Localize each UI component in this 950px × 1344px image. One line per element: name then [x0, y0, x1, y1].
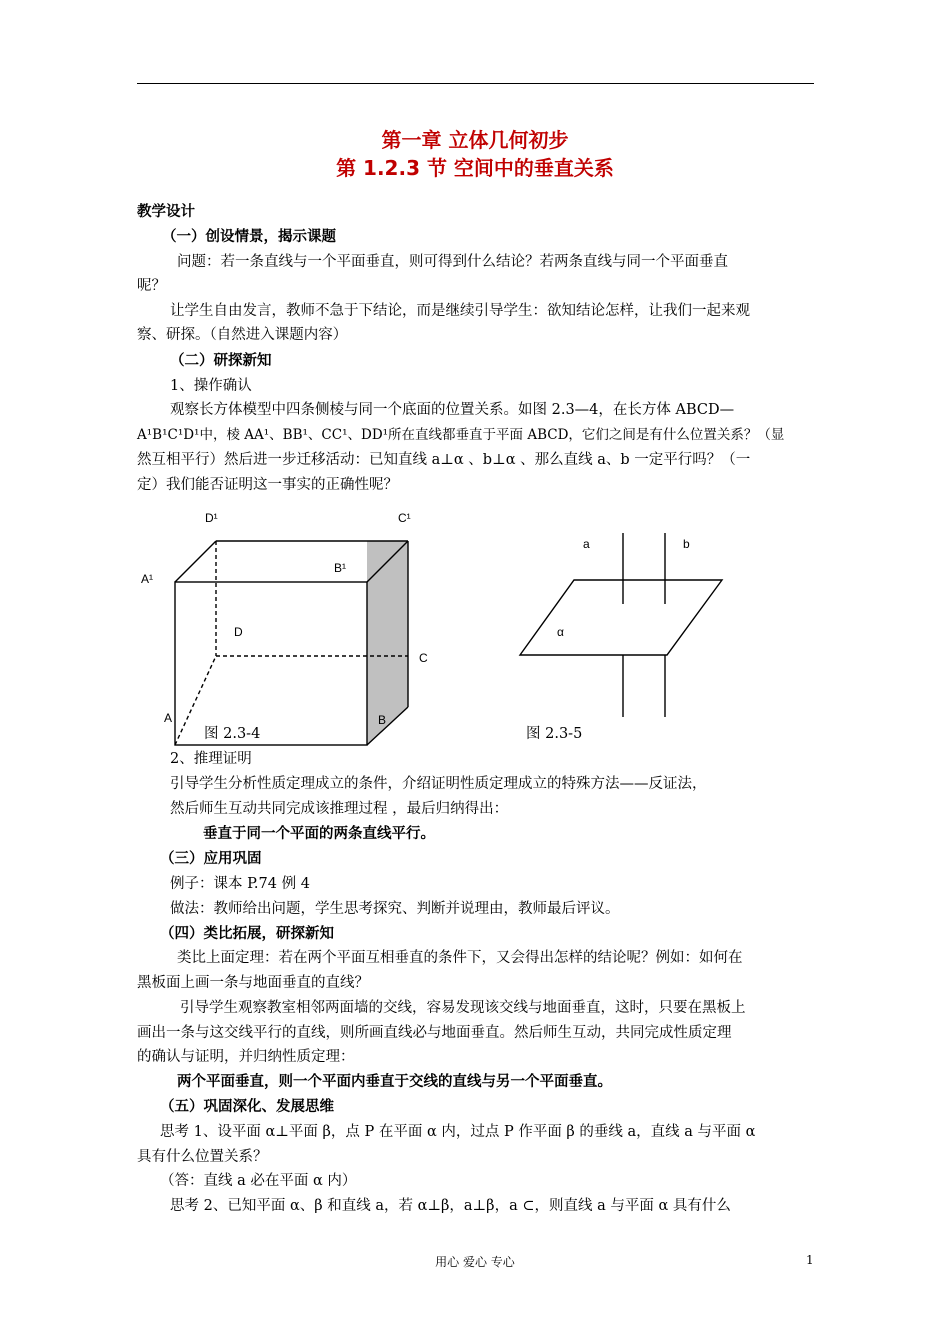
paragraph-line: 让学生自由发言，教师不急于下结论，而是继续引导学生：欲知结论怎样，让我们一起来观: [170, 303, 750, 319]
label-b1: B¹: [334, 561, 346, 575]
paragraph-line: 的确认与证明，并归纳性质定理：: [137, 1049, 355, 1065]
paragraph-line: 具有什么位置关系？: [137, 1149, 268, 1165]
section-title: 第 1.2.3 节 空间中的垂直关系: [336, 156, 614, 180]
subheading: 2、推理证明: [170, 751, 252, 767]
theorem: 垂直于同一个平面的两条直线平行。: [203, 826, 435, 842]
page-number: 1: [806, 1253, 814, 1267]
chapter-title: 第一章 立体几何初步: [381, 128, 569, 152]
section-label: 教学设计: [137, 204, 195, 220]
paragraph-line: 定）我们能否证明这一事实的正确性呢？: [137, 477, 398, 493]
paragraph-line: （答：直线 a 必在平面 α 内）: [160, 1173, 357, 1189]
figure-caption: 图 2.3-4: [204, 726, 261, 742]
heading-3: （三）应用巩固: [160, 851, 262, 867]
paragraph-line: 然后师生互动共同完成该推理过程 ，最后归纳得出：: [170, 801, 509, 817]
paragraph-line: 黑板面上画一条与地面垂直的直线？: [137, 975, 369, 991]
label-d1: D¹: [205, 511, 218, 525]
paragraph-line: 画出一条与这交线平行的直线，则所画直线必与地面垂直。然后师生互动，共同完成性质定理: [137, 1025, 732, 1041]
cuboid-figure: [175, 541, 408, 745]
label-line-b: b: [683, 537, 690, 551]
cuboid-side-face: [367, 541, 408, 745]
paragraph-line: 思考 1、设平面 α⊥平面 β，点 P 在平面 α 内，过点 P 作平面 β 的垂线 a，直线 a 与平面 α: [160, 1124, 756, 1140]
paragraph-line: 类比上面定理：若在两个平面互相垂直的条件下，又会得出怎样的结论呢？例如：如何在: [177, 950, 743, 966]
paragraph-line: 引导学生观察教室相邻两面墙的交线，容易发现该交线与地面垂直，这时，只要在黑板上: [180, 1000, 746, 1016]
cuboid-front-face: [175, 582, 367, 745]
theorem: 两个平面垂直，则一个平面内垂直于交线的直线与另一个平面垂直。: [177, 1074, 612, 1090]
paragraph-line: A¹B¹C¹D¹中，棱 AA¹、BB¹、CC¹、DD¹所在直线都垂直于平面 ABCD，它们之间是有什么位置关系？（显: [137, 427, 785, 443]
paragraph-line: 引导学生分析性质定理成立的条件，介绍证明性质定理成立的特殊方法——反证法，: [170, 776, 707, 792]
paragraph-line: 问题：若一条直线与一个平面垂直，则可得到什么结论？若两条直线与同一个平面垂直: [177, 254, 728, 270]
label-line-a: a: [583, 537, 590, 551]
paragraph-line: 察、研探。（自然进入课题内容）: [137, 327, 348, 343]
paragraph-line: 然互相平行）然后进一步迁移活动：已知直线 a⊥α 、b⊥α 、那么直线 a、b 一定平行吗？（一: [137, 452, 751, 468]
footer-text: 用心 爱心 专心: [435, 1255, 515, 1269]
heading-2: （二）研探新知: [170, 353, 272, 369]
paragraph-line: 观察长方体模型中四条侧棱与同一个底面的位置关系。如图 2.3—4，在长方体 ABCD—: [170, 402, 735, 418]
heading-5: （五）巩固深化、发展思维: [160, 1099, 334, 1115]
plane-alpha: [520, 580, 722, 655]
label-a: A: [164, 711, 173, 725]
figure-caption: 图 2.3-5: [526, 726, 583, 742]
paragraph-line: 呢？: [137, 278, 166, 294]
label-b: B: [378, 713, 387, 727]
label-alpha: α: [557, 625, 564, 639]
paragraph-line: 例子：课本 P.74 例 4: [170, 876, 310, 892]
label-d: D: [234, 625, 243, 639]
paragraph-line: 思考 2、已知平面 α、β 和直线 a，若 α⊥β，a⊥β，a ⊂，则直线 a 与平面 α 具有什么: [170, 1198, 731, 1214]
heading-4: （四）类比拓展，研探新知: [160, 926, 334, 942]
label-c1: C¹: [398, 511, 411, 525]
label-c: C: [419, 651, 428, 665]
label-a1: A¹: [141, 572, 153, 586]
paragraph-line: 做法：教师给出问题，学生思考探究、判断并说理由，教师最后评议。: [170, 901, 620, 917]
planes-figure: [520, 533, 722, 717]
heading-1: （一）创设情景，揭示课题: [162, 229, 336, 245]
subheading: 1、操作确认: [170, 378, 252, 394]
